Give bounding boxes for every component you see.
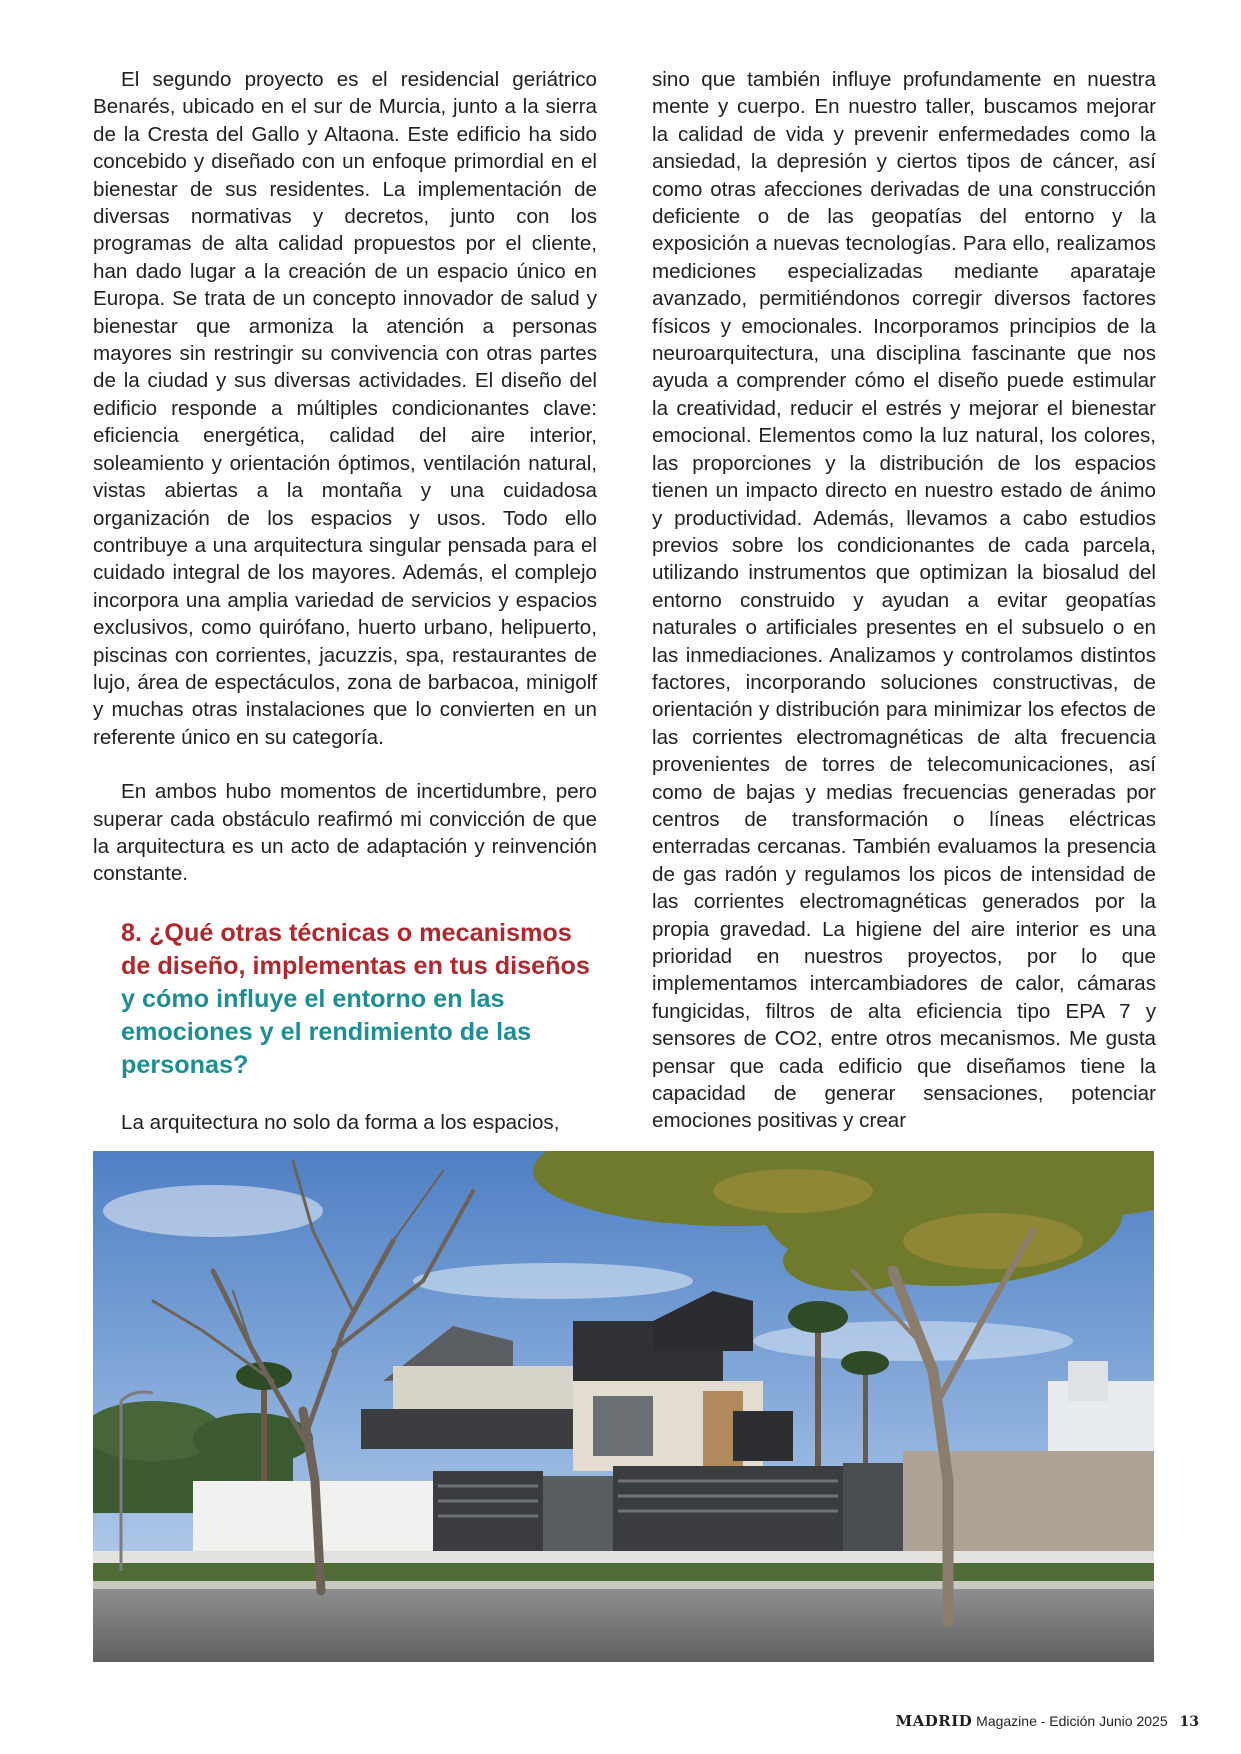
magazine-edition: Magazine - Edición Junio 2025 bbox=[976, 1713, 1168, 1729]
magazine-brand: MADRID bbox=[895, 1712, 973, 1730]
question-part-red: 8. ¿Qué otras técnicas o mecanismos de diseño, implementas en tus diseños bbox=[121, 918, 590, 980]
building-photo bbox=[93, 1151, 1154, 1662]
road bbox=[93, 1589, 1154, 1662]
grass-strip bbox=[93, 1563, 1154, 1583]
page-footer bbox=[896, 1712, 1199, 1730]
body-paragraph: sino que también influye profundamente en nuestra mente y cuerpo. En nuestro taller, buscamos mejorar la calidad de vida y prevenir enfermedades como la ansiedad, la depresión y ciertos tipos de cáncer, así como otras afecciones derivadas de una construcción deficiente o de las geopatías del entorno y la exposición a nuevas tecnologías. Para ello, realizamos mediciones especializadas mediante aparataje avanzado, permitiéndonos corregir diversos factores físicos y emocionales. Incorporamos principios de la neuroarquitectura, una disciplina fascinante que nos ayuda a comprender cómo el diseño puede estimular la creatividad, reducir el estrés y mejorar el bienestar emocional. Elementos como la luz natural, los colores, las proporciones y la distribución de los espacios tienen un impacto directo en nuestro estado de ánimo y productividad. Además, llevamos a cabo estudios previos sobre los condicionantes de cada parcela, utilizando instrumentos que optimizan la biosalud del entorno construido y ayudan a evitar geopatías naturales o artificiales presentes en el subsuelo o en las inmediaciones. Analizamos y controlamos distintos factores, incorporando soluciones constructivas, de orientación y distribución para minimizar los efectos de las corrientes electromagnéticas de alta frecuencia provenientes de torres de telecomunicaciones, así como de bajas y medias frecuencias generadas por centros de transformación o líneas eléctricas enterradas cercanas. También evaluamos la presencia de gas radón y regulamos los picos de intensidad de las corrientes electromagnéticas generados por la propia gravedad. La higiene del aire interior es una prioridad en nuestros proyectos, por lo que implementamos intercambiadores de calor, cámaras fungicidas, filtros de alta eficiencia tipo EPA 7 y sensores de CO2, entre otros mecanismos. Me gusta pensar que cada edificio que diseñamos tiene la capacidad de generar sensaciones, potenciar emociones positivas y crear bbox=[652, 68, 1156, 1133]
page-number: 13 bbox=[1179, 1714, 1199, 1730]
body-paragraph: En ambos hubo momentos de incertidumbre, pero superar cada obstáculo reafirmó mi convicción de que la arquitectura es un acto de adaptación y reinvención constante. bbox=[93, 780, 597, 886]
right-column bbox=[652, 66, 1156, 1135]
body-paragraph: El segundo proyecto es el residencial geriátrico Benarés, ubicado en el sur de Murcia, junto a la sierra de la Cresta del Gallo y Altaona. Este edificio ha sido concebido y diseñado con un enfoque primordial en el bienestar de sus residentes. La implementación de diversas normativas y decretos, junto con los programas de alta calidad propuestos por el cliente, han dado lugar a la creación de un espacio único en Europa. Se trata de un concepto innovador de salud y bienestar que armoniza la atención a personas mayores sin restringir su convivencia con otras partes de la ciudad y sus diversas actividades. El diseño del edificio responde a múltiples condicionantes clave: eficiencia energética, calidad del aire interior, soleamiento y orientación óptimos, ventilación natural, vistas abiertas a la montaña y una cuidadosa organización de los espacios y usos. Todo ello contribuye a una arquitectura singular pensada para el cuidado integral de los mayores. Además, el complejo incorpora una amplia variedad de servicios y espacios exclusivos, como quirófano, huerto urbano, helipuerto, piscinas con corrientes, jacuzzis, spa, restaurantes de lujo, área de espectáculos, zona de barbacoa, minigolf y muchas otras instalaciones que lo convierten en un referente único en su categoría. bbox=[93, 68, 597, 749]
body-paragraph: La arquitectura no solo da forma a los espacios, bbox=[121, 1110, 560, 1134]
left-column bbox=[93, 66, 597, 1136]
gate bbox=[433, 1463, 903, 1553]
interview-question bbox=[93, 917, 597, 1082]
question-part-teal: y cómo influye el entorno en las emociones y el rendimiento de las personas? bbox=[121, 984, 532, 1079]
